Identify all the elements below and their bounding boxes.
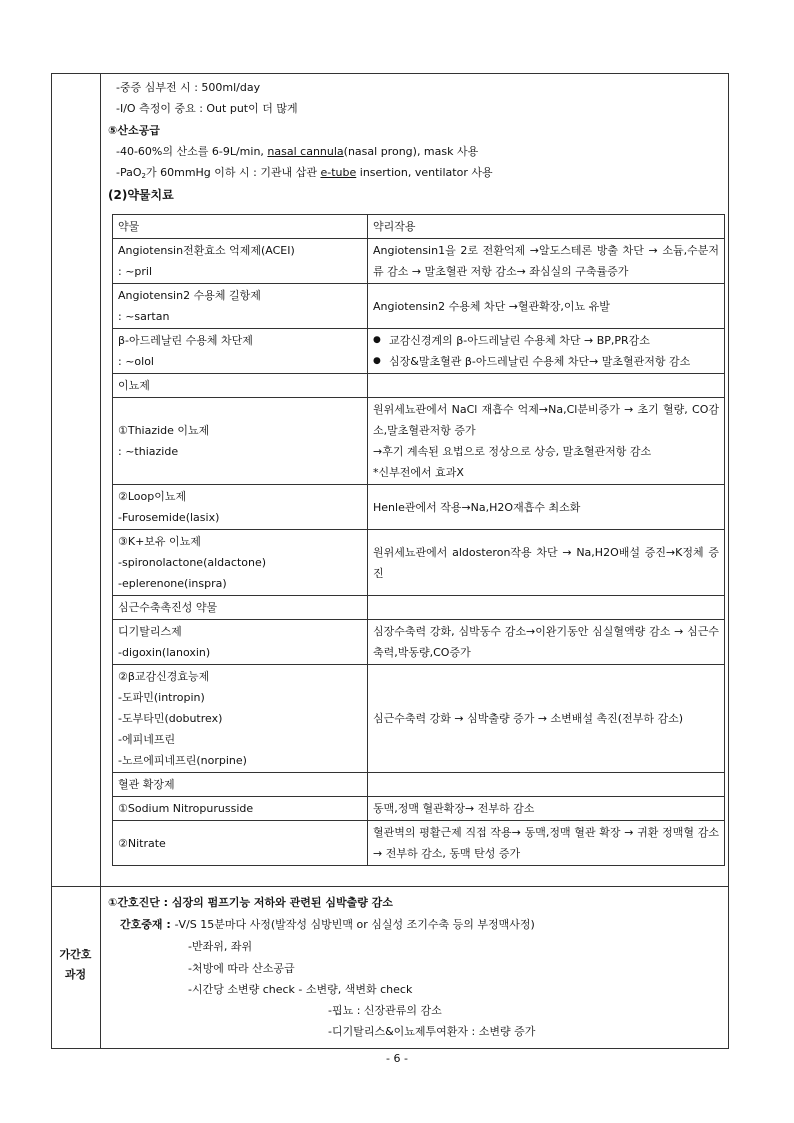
table-row — [113, 821, 725, 866]
drug-cell-arb — [113, 284, 368, 329]
header-drug: 약물 — [113, 215, 368, 239]
action-cell-ace: Angiotensin1을 2로 전환억제 →알도스테론 방출 차단 → 소듐,수분저류 감소 → 말초혈관 저항 감소→ 좌심실의 구축률증가 — [368, 239, 725, 284]
e-tube-text: e-tube — [320, 166, 357, 179]
bullet-icon: ● — [373, 356, 381, 366]
table-row — [113, 485, 725, 530]
intervention-line: -반좌위, 좌위 — [188, 940, 253, 953]
section-divider — [51, 886, 729, 887]
drug-cell-beta-blocker — [113, 329, 368, 374]
text-line-pao2 — [116, 166, 493, 183]
drug-example: -Furosemide(lasix) — [118, 511, 220, 524]
bullet-item — [373, 330, 719, 351]
drug-cell-digitalis — [113, 620, 368, 665]
drug-example: -도부타민(dobutrex) — [118, 712, 223, 725]
action-cell-nitroprusside: 동맥,정맥 혈관확장→ 전부하 감소 — [368, 797, 725, 821]
side-label-line: 과정 — [64, 968, 87, 981]
nursing-process-label — [51, 945, 100, 985]
text-line-oxygen-rate — [116, 145, 478, 159]
action-cell-beta-blocker — [368, 329, 725, 374]
drug-suffix: : ~olol — [118, 355, 154, 368]
heading-oxygen-supply: ⑤산소공급 — [108, 124, 160, 137]
bullet-item — [373, 351, 719, 372]
drug-name: β-아드레날린 수용체 차단제 — [118, 334, 253, 347]
table-header-row — [113, 215, 725, 239]
intervention-label: 간호중재 : — [120, 918, 175, 931]
category-diuretics: 이뇨제 — [113, 374, 368, 398]
drug-example: -노르에피네프린(norpine) — [118, 754, 247, 767]
drug-suffix: : ~pril — [118, 265, 153, 278]
drug-example: -도파민(intropin) — [118, 691, 205, 704]
table-row — [113, 329, 725, 374]
action-cell-digitalis: 심장수축력 강화, 심박동수 감소→이완기동안 심실혈액량 감소 → 심근수축력,박동량,CO증가 — [368, 620, 725, 665]
empty-cell — [368, 773, 725, 797]
bullet-text: 심장&말초혈관 β-아드레날린 수용체 차단→ 말초혈관저항 감소 — [389, 355, 691, 368]
drug-suffix: : ~sartan — [118, 310, 170, 323]
nasal-cannula-text: nasal cannula — [267, 145, 344, 158]
intervention-line — [120, 918, 535, 932]
action-cell-arb: Angiotensin2 수용체 차단 →혈관확장,이뇨 유발 — [368, 284, 725, 329]
table-row — [113, 596, 725, 620]
oxygen-rate-text: -40-60%의 산소를 6-9L/min, — [116, 145, 268, 158]
drug-cell-k-sparing — [113, 530, 368, 596]
heading-drug-therapy: (2)약물치료 — [108, 188, 174, 202]
nursing-diagnosis: ①간호진단 : 심장의 펌프기능 저하와 관련된 심박출량 감소 — [108, 896, 393, 909]
drug-name: Angiotensin2 수용체 길항제 — [118, 289, 261, 302]
page-number: - 6 - — [386, 1052, 408, 1065]
drug-cell-sympathomimetic — [113, 665, 368, 773]
drug-example: -spironolactone(aldactone) — [118, 556, 267, 569]
pao2-text: -PaO — [116, 166, 142, 179]
oxygen-rate-text-end: (nasal prong), mask 사용 — [343, 145, 479, 158]
table-row — [113, 665, 725, 773]
category-inotropes: 심근수축촉진성 약물 — [113, 596, 368, 620]
action-text: 원위세뇨관에서 NaCl 재흡수 억제→Na,Cl분비증가 → 초기 혈량, CO감소,말초혈관저항 증가 — [373, 403, 719, 437]
drug-cell-nitroprusside: ①Sodium Nitropurusside — [113, 797, 368, 821]
ventilator-text: insertion, ventilator 사용 — [356, 166, 493, 179]
action-cell-loop: Henle관에서 작용→Na,H2O재흡수 최소화 — [368, 485, 725, 530]
drug-cell-ace — [113, 239, 368, 284]
drug-cell-loop — [113, 485, 368, 530]
header-action: 약리작용 — [368, 215, 725, 239]
action-cell-thiazide — [368, 398, 725, 485]
drug-name: ①Thiazide 이뇨제 — [118, 424, 210, 437]
drug-example: -digoxin(lanoxin) — [118, 646, 211, 659]
drug-example: -에피네프린 — [118, 733, 176, 746]
bullet-icon: ● — [373, 335, 381, 345]
action-text: →후기 계속된 요법으로 정상으로 상승, 말초혈관저항 감소 — [373, 445, 652, 458]
table-row — [113, 239, 725, 284]
bullet-text: 교감신경계의 β-아드레날린 수용체 차단 → BP,PR감소 — [389, 334, 650, 347]
action-cell-nitrate: 혈관벽의 평활근제 직접 작용→ 동맥,정맥 혈관 확장 → 귀환 정맥혈 감소 → 전부하 감소, 동맥 탄성 증가 — [368, 821, 725, 866]
drug-table — [112, 214, 725, 866]
drug-name: 디기탈리스제 — [118, 625, 182, 638]
table-row — [113, 374, 725, 398]
empty-cell — [368, 374, 725, 398]
drug-cell-nitrate: ②Nitrate — [113, 821, 368, 866]
intervention-subline: -디기탈리스&이뇨제투여환자 : 소변량 증가 — [328, 1025, 536, 1038]
intubation-text: 가 60mmHg 이하 시 : 기관내 삽관 — [145, 166, 321, 179]
category-vasodilators: 혈관 확장제 — [113, 773, 368, 797]
intervention-text: -V/S 15분마다 사정(발작성 심방빈맥 or 심실성 조기수축 등의 부정맥사정) — [174, 918, 535, 931]
table-row — [113, 398, 725, 485]
drug-example: -eplerenone(inspra) — [118, 577, 227, 590]
drug-suffix: : ~thiazide — [118, 445, 179, 458]
action-note: *신부전에서 효과X — [373, 466, 464, 479]
drug-name: Angiotensin전환효소 억제제(ACEI) — [118, 244, 295, 257]
action-cell-sympathomimetic: 심근수축력 강화 → 심박출량 증가 → 소변배설 촉진(전부하 감소) — [368, 665, 725, 773]
drug-name: ③K+보유 이뇨제 — [118, 535, 201, 548]
text-line-fluid-limit: -중증 심부전 시 : 500ml/day — [116, 81, 261, 94]
table-row — [113, 620, 725, 665]
drug-name: ②β교감신경효능제 — [118, 670, 210, 683]
intervention-line: -시간당 소변량 check - 소변량, 색변화 check — [188, 983, 413, 996]
pao2-subscript: 2 — [141, 172, 146, 180]
side-label-line: 가간호 — [59, 948, 92, 961]
intervention-line: -처방에 따라 산소공급 — [188, 962, 295, 975]
table-row — [113, 530, 725, 596]
column-divider — [100, 73, 101, 1049]
table-row — [113, 284, 725, 329]
intervention-subline: -핍뇨 : 신장관류의 감소 — [328, 1004, 442, 1017]
drug-name: ②Loop이뇨제 — [118, 490, 187, 503]
action-cell-k-sparing: 원위세뇨관에서 aldosteron작용 차단 → Na,H2O배설 증진→K정체 증진 — [368, 530, 725, 596]
drug-cell-thiazide — [113, 398, 368, 485]
text-line-io-measure: -I/O 측정이 중요 : Out put이 더 많게 — [116, 102, 298, 115]
table-row — [113, 773, 725, 797]
table-row — [113, 797, 725, 821]
empty-cell — [368, 596, 725, 620]
